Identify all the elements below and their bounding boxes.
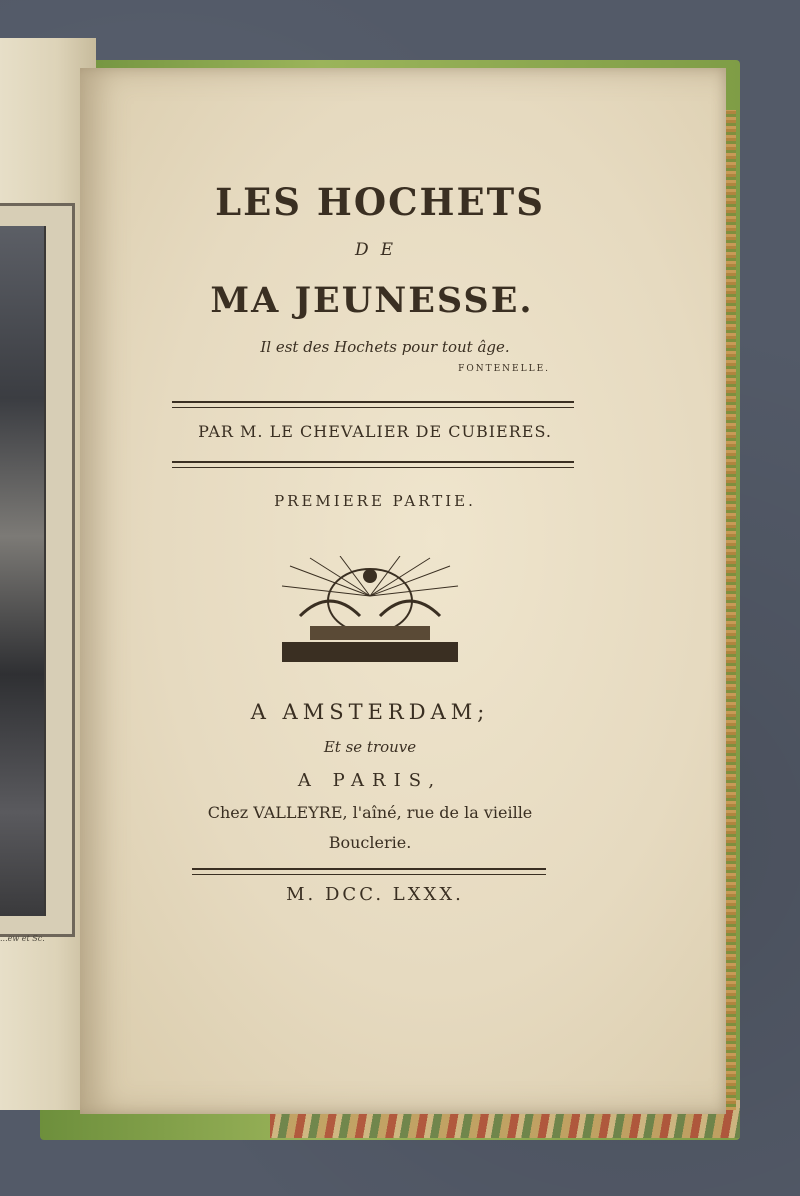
engraved-plate-frame — [0, 203, 75, 937]
imprint-place: A AMSTERDAM; — [250, 700, 490, 724]
imprint-date: M. DCC. LXXX. — [286, 884, 464, 905]
epigraph: Il est des Hochets pour tout âge. — [260, 338, 510, 356]
title-line-3: MA JEUNESSE. — [210, 280, 534, 321]
plate-caption: ...ew et Sc. — [0, 934, 45, 943]
epigraph-author: FONTENELLE. — [458, 364, 550, 374]
engraved-plate-image — [0, 226, 46, 916]
imprint-trouve: Et se trouve — [323, 738, 417, 756]
imprint-street: Bouclerie. — [328, 833, 412, 852]
author-line: PAR M. LE CHEVALIER DE CUBIERES. — [198, 422, 552, 441]
ornamental-rule-bottom — [172, 461, 574, 468]
part-label: PREMIERE PARTIE. — [274, 492, 476, 510]
imprint-paris: A PARIS, — [297, 770, 443, 791]
vignette-ornament — [280, 556, 460, 664]
title-page — [80, 68, 726, 1114]
date-rule — [192, 868, 546, 875]
imprint-publisher: Chez VALLEYRE, l'aîné, rue de la vieille — [207, 803, 533, 822]
title-line-2: DE — [354, 240, 406, 260]
ornamental-rule-top — [172, 401, 574, 408]
title-line-1: LES HOCHETS — [215, 180, 545, 224]
